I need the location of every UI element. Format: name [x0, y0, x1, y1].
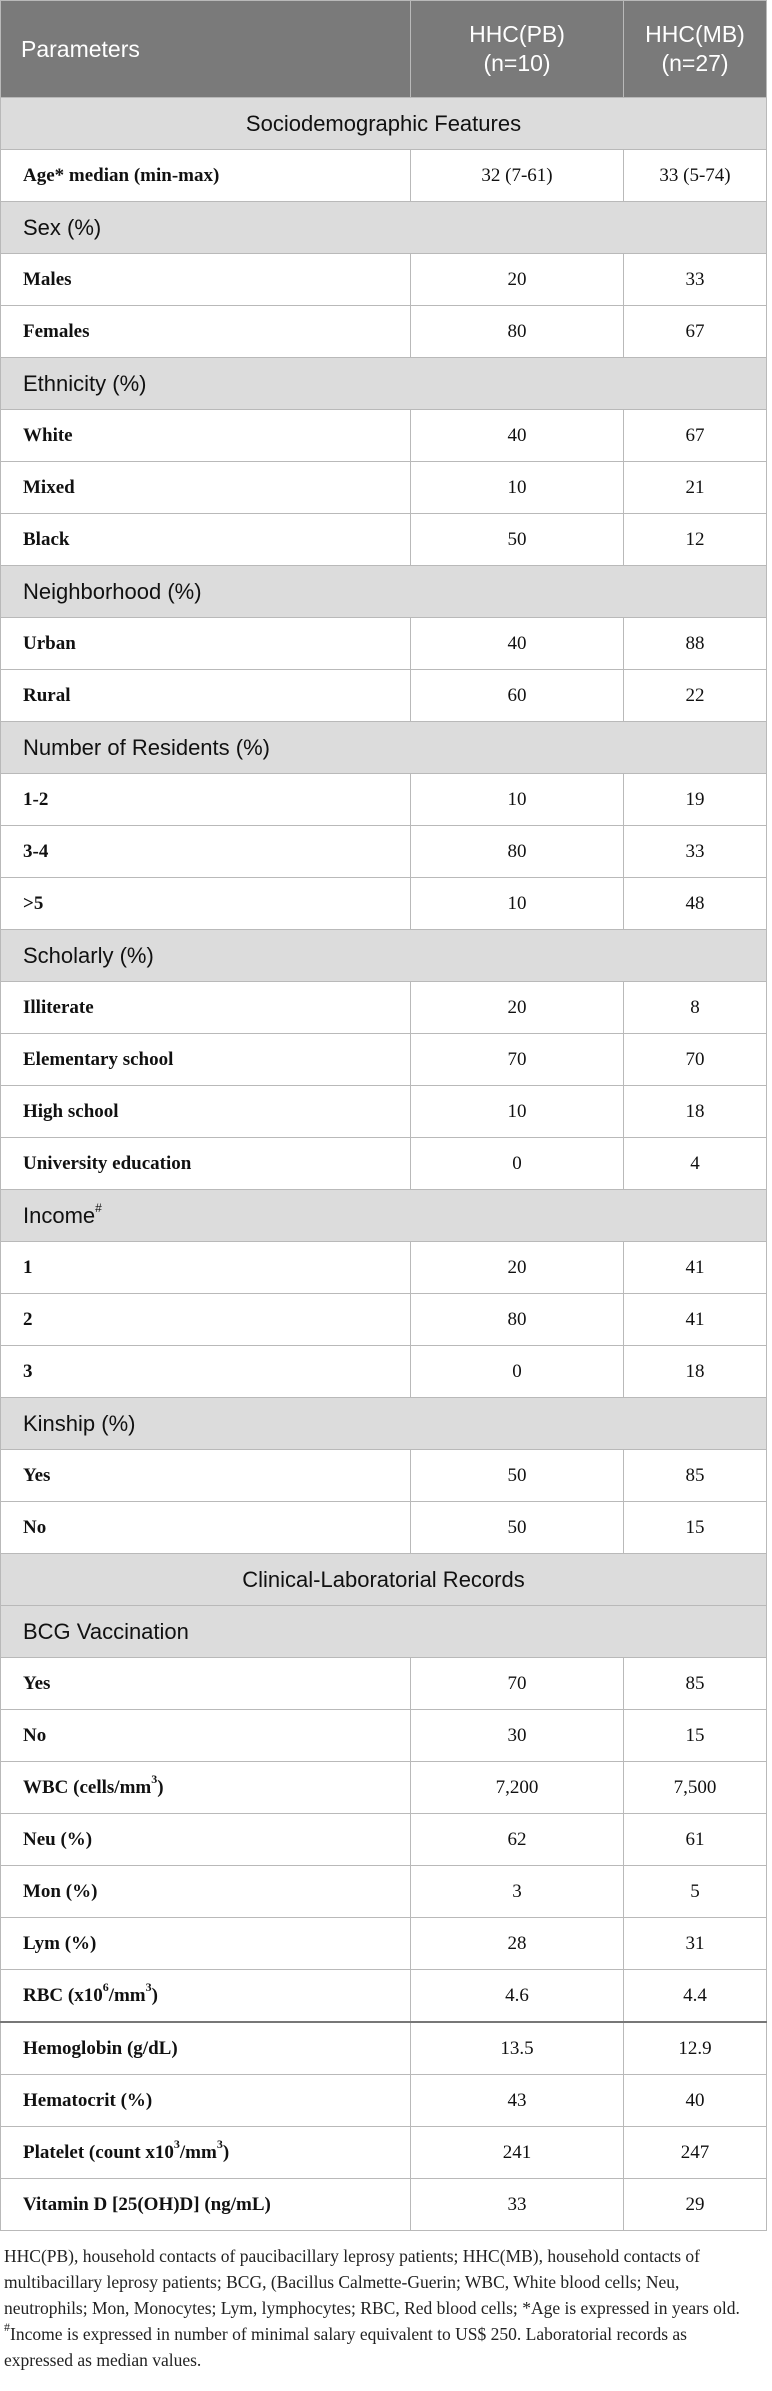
group-neighborhood: [1, 566, 767, 618]
footnote-age: *Age is expressed in years old.: [522, 2298, 740, 2318]
table-row: [1, 1658, 767, 1710]
cell-pb: 32 (7-61): [411, 150, 624, 202]
cell-mb: 67: [624, 410, 767, 462]
row-label: High school: [1, 1086, 411, 1138]
rbc-superscript-2: 3: [145, 1980, 152, 1995]
cell-pb: 50: [411, 1450, 624, 1502]
cell-mb: 15: [624, 1502, 767, 1554]
table-row: [1, 1242, 767, 1294]
row-label: Illiterate: [1, 982, 411, 1034]
header-hhc-mb: [624, 1, 767, 98]
cell-mb: 85: [624, 1450, 767, 1502]
row-label: Elementary school: [1, 1034, 411, 1086]
footnote-abbreviations: HHC(PB), household contacts of paucibacillary leprosy patients; HHC(MB), household contacts of multibacillary leprosy patients; BCG, (Bacillus Calmette-Guerin; WBC, White blood cells; Neu, neutrophils; Mon, Monocytes; Lym, lymphocytes; RBC, Red blood cells;: [4, 2246, 700, 2318]
row-label: [1, 2127, 411, 2179]
cell-mb: 5: [624, 1866, 767, 1918]
cell-pb: 80: [411, 306, 624, 358]
table-row: [1, 1294, 767, 1346]
row-label: Lym (%): [1, 1918, 411, 1970]
row-label: Yes: [1, 1658, 411, 1710]
row-label: Hematocrit (%): [1, 2075, 411, 2127]
table-row: [1, 2022, 767, 2075]
income-superscript: #: [95, 1201, 102, 1216]
cell-mb: 4.4: [624, 1970, 767, 2023]
cell-mb: 61: [624, 1814, 767, 1866]
row-label: Neu (%): [1, 1814, 411, 1866]
group-sex: [1, 202, 767, 254]
cell-pb: 13.5: [411, 2022, 624, 2075]
table-row: [1, 514, 767, 566]
cell-mb: 33 (5-74): [624, 150, 767, 202]
group-income: [1, 1190, 767, 1242]
cell-mb: 18: [624, 1086, 767, 1138]
group-bcg: [1, 1606, 767, 1658]
row-label: 2: [1, 1294, 411, 1346]
platelet-label-end: ): [222, 2141, 230, 2163]
cell-mb: 22: [624, 670, 767, 722]
table-row: [1, 2179, 767, 2231]
cell-pb: 80: [411, 826, 624, 878]
footnote-income-superscript: #: [4, 2320, 10, 2335]
rbc-superscript: 6: [102, 1980, 109, 1995]
row-label: 3: [1, 1346, 411, 1398]
platelet-label-mid: /mm: [179, 2141, 217, 2163]
row-label: [1, 1762, 411, 1814]
cell-mb: 85: [624, 1658, 767, 1710]
table-row: [1, 1970, 767, 2023]
cell-pb: 33: [411, 2179, 624, 2231]
table-row: [1, 1866, 767, 1918]
cell-mb: 40: [624, 2075, 767, 2127]
table-header: [1, 1, 767, 98]
cell-mb: 247: [624, 2127, 767, 2179]
table-row: [1, 774, 767, 826]
table-row: [1, 306, 767, 358]
row-label: Males: [1, 254, 411, 306]
cell-mb: 29: [624, 2179, 767, 2231]
cell-pb: 40: [411, 618, 624, 670]
wbc-superscript: 3: [151, 1772, 158, 1787]
wbc-label-end: ): [157, 1776, 164, 1798]
row-label: Hemoglobin (g/dL): [1, 2022, 411, 2075]
row-label: Mon (%): [1, 1866, 411, 1918]
header-parameters: Parameters: [1, 1, 411, 98]
cell-pb: 3: [411, 1866, 624, 1918]
rbc-label-end: ): [151, 1984, 158, 2006]
cell-pb: 10: [411, 462, 624, 514]
row-label: 1: [1, 1242, 411, 1294]
cell-mb: 41: [624, 1294, 767, 1346]
table-row: [1, 1346, 767, 1398]
cell-mb: 21: [624, 462, 767, 514]
group-title-text: Income: [23, 1202, 96, 1228]
cell-mb: 12: [624, 514, 767, 566]
cell-pb: 43: [411, 2075, 624, 2127]
header-hhc-mb-title: HHC(MB): [645, 21, 745, 47]
rbc-label-text: RBC (x10: [23, 1984, 103, 2006]
cell-mb: 15: [624, 1710, 767, 1762]
cell-pb: 20: [411, 1242, 624, 1294]
cell-pb: 40: [411, 410, 624, 462]
group-title: Number of Residents (%): [1, 722, 767, 774]
cell-mb: 48: [624, 878, 767, 930]
row-label: Urban: [1, 618, 411, 670]
row-label: 1-2: [1, 774, 411, 826]
table-row: [1, 826, 767, 878]
table-row: [1, 1086, 767, 1138]
row-label: Vitamin D [25(OH)D] (ng/mL): [1, 2179, 411, 2231]
table-row: [1, 1502, 767, 1554]
cell-pb: 70: [411, 1034, 624, 1086]
cell-pb: 4.6: [411, 1970, 624, 2023]
group-ethnicity: [1, 358, 767, 410]
row-label: Age* median (min-max): [1, 150, 411, 202]
table-row: [1, 670, 767, 722]
table-row: [1, 1710, 767, 1762]
group-kinship: [1, 1398, 767, 1450]
platelet-superscript-2: 3: [216, 2137, 223, 2152]
table-row: [1, 982, 767, 1034]
group-scholarly: [1, 930, 767, 982]
table-row: [1, 1450, 767, 1502]
cell-pb: 10: [411, 878, 624, 930]
footnote-income: Income is expressed in number of minimal salary equivalent to US$ 250. Laboratorial records as expressed as median values.: [4, 2324, 687, 2370]
cell-mb: 4: [624, 1138, 767, 1190]
cell-mb: 31: [624, 1918, 767, 1970]
cell-pb: 30: [411, 1710, 624, 1762]
cell-mb: 41: [624, 1242, 767, 1294]
row-label: White: [1, 410, 411, 462]
group-title: Neighborhood (%): [1, 566, 767, 618]
cell-pb: 10: [411, 1086, 624, 1138]
table-body: [1, 98, 767, 2231]
section-title: Sociodemographic Features: [1, 98, 767, 150]
table-footnote: [0, 2231, 758, 2373]
header-hhc-pb-n: (n=10): [483, 50, 551, 76]
cell-pb: 10: [411, 774, 624, 826]
cell-pb: 20: [411, 982, 624, 1034]
cell-pb: 20: [411, 254, 624, 306]
row-label: Females: [1, 306, 411, 358]
platelet-label-text: Platelet (count x10: [23, 2141, 174, 2163]
section-clinical: [1, 1554, 767, 1606]
group-title: Scholarly (%): [1, 930, 767, 982]
cell-mb: 88: [624, 618, 767, 670]
cell-mb: 19: [624, 774, 767, 826]
table-row: [1, 2127, 767, 2179]
rbc-label-mid: /mm: [108, 1984, 146, 2006]
wbc-label-text: WBC (cells/mm: [23, 1776, 152, 1798]
group-title: Ethnicity (%): [1, 358, 767, 410]
cell-pb: 28: [411, 1918, 624, 1970]
header-hhc-pb: [411, 1, 624, 98]
row-label: No: [1, 1502, 411, 1554]
table-row: [1, 410, 767, 462]
header-hhc-pb-title: HHC(PB): [469, 21, 565, 47]
table-row: [1, 1034, 767, 1086]
cell-mb: 12.9: [624, 2022, 767, 2075]
table-row: [1, 254, 767, 306]
cell-mb: 18: [624, 1346, 767, 1398]
row-label: Black: [1, 514, 411, 566]
group-title: BCG Vaccination: [1, 1606, 767, 1658]
cell-pb: 7,200: [411, 1762, 624, 1814]
cell-pb: 60: [411, 670, 624, 722]
cell-mb: 7,500: [624, 1762, 767, 1814]
table-row: [1, 150, 767, 202]
cell-pb: 62: [411, 1814, 624, 1866]
table-row: [1, 1814, 767, 1866]
section-title: Clinical-Laboratorial Records: [1, 1554, 767, 1606]
cell-mb: 67: [624, 306, 767, 358]
row-label: Yes: [1, 1450, 411, 1502]
row-label: Rural: [1, 670, 411, 722]
row-label: Mixed: [1, 462, 411, 514]
cell-pb: 70: [411, 1658, 624, 1710]
table-row: [1, 618, 767, 670]
row-label: >5: [1, 878, 411, 930]
table-row: [1, 2075, 767, 2127]
cell-mb: 33: [624, 826, 767, 878]
table-row: [1, 462, 767, 514]
cell-pb: 50: [411, 1502, 624, 1554]
cell-pb: 0: [411, 1138, 624, 1190]
group-title: [1, 1190, 767, 1242]
group-title: Kinship (%): [1, 1398, 767, 1450]
cell-pb: 50: [411, 514, 624, 566]
cell-mb: 70: [624, 1034, 767, 1086]
platelet-superscript: 3: [173, 2137, 180, 2152]
row-label: No: [1, 1710, 411, 1762]
cell-pb: 241: [411, 2127, 624, 2179]
table-row: [1, 1762, 767, 1814]
table-row: [1, 878, 767, 930]
cell-pb: 80: [411, 1294, 624, 1346]
header-hhc-mb-n: (n=27): [661, 50, 729, 76]
section-sociodemographic: [1, 98, 767, 150]
table-row: [1, 1918, 767, 1970]
row-label: [1, 1970, 411, 2023]
group-residents: [1, 722, 767, 774]
row-label: 3-4: [1, 826, 411, 878]
cell-mb: 33: [624, 254, 767, 306]
cell-mb: 8: [624, 982, 767, 1034]
cell-pb: 0: [411, 1346, 624, 1398]
row-label: University education: [1, 1138, 411, 1190]
table-row: [1, 1138, 767, 1190]
group-title: Sex (%): [1, 202, 767, 254]
